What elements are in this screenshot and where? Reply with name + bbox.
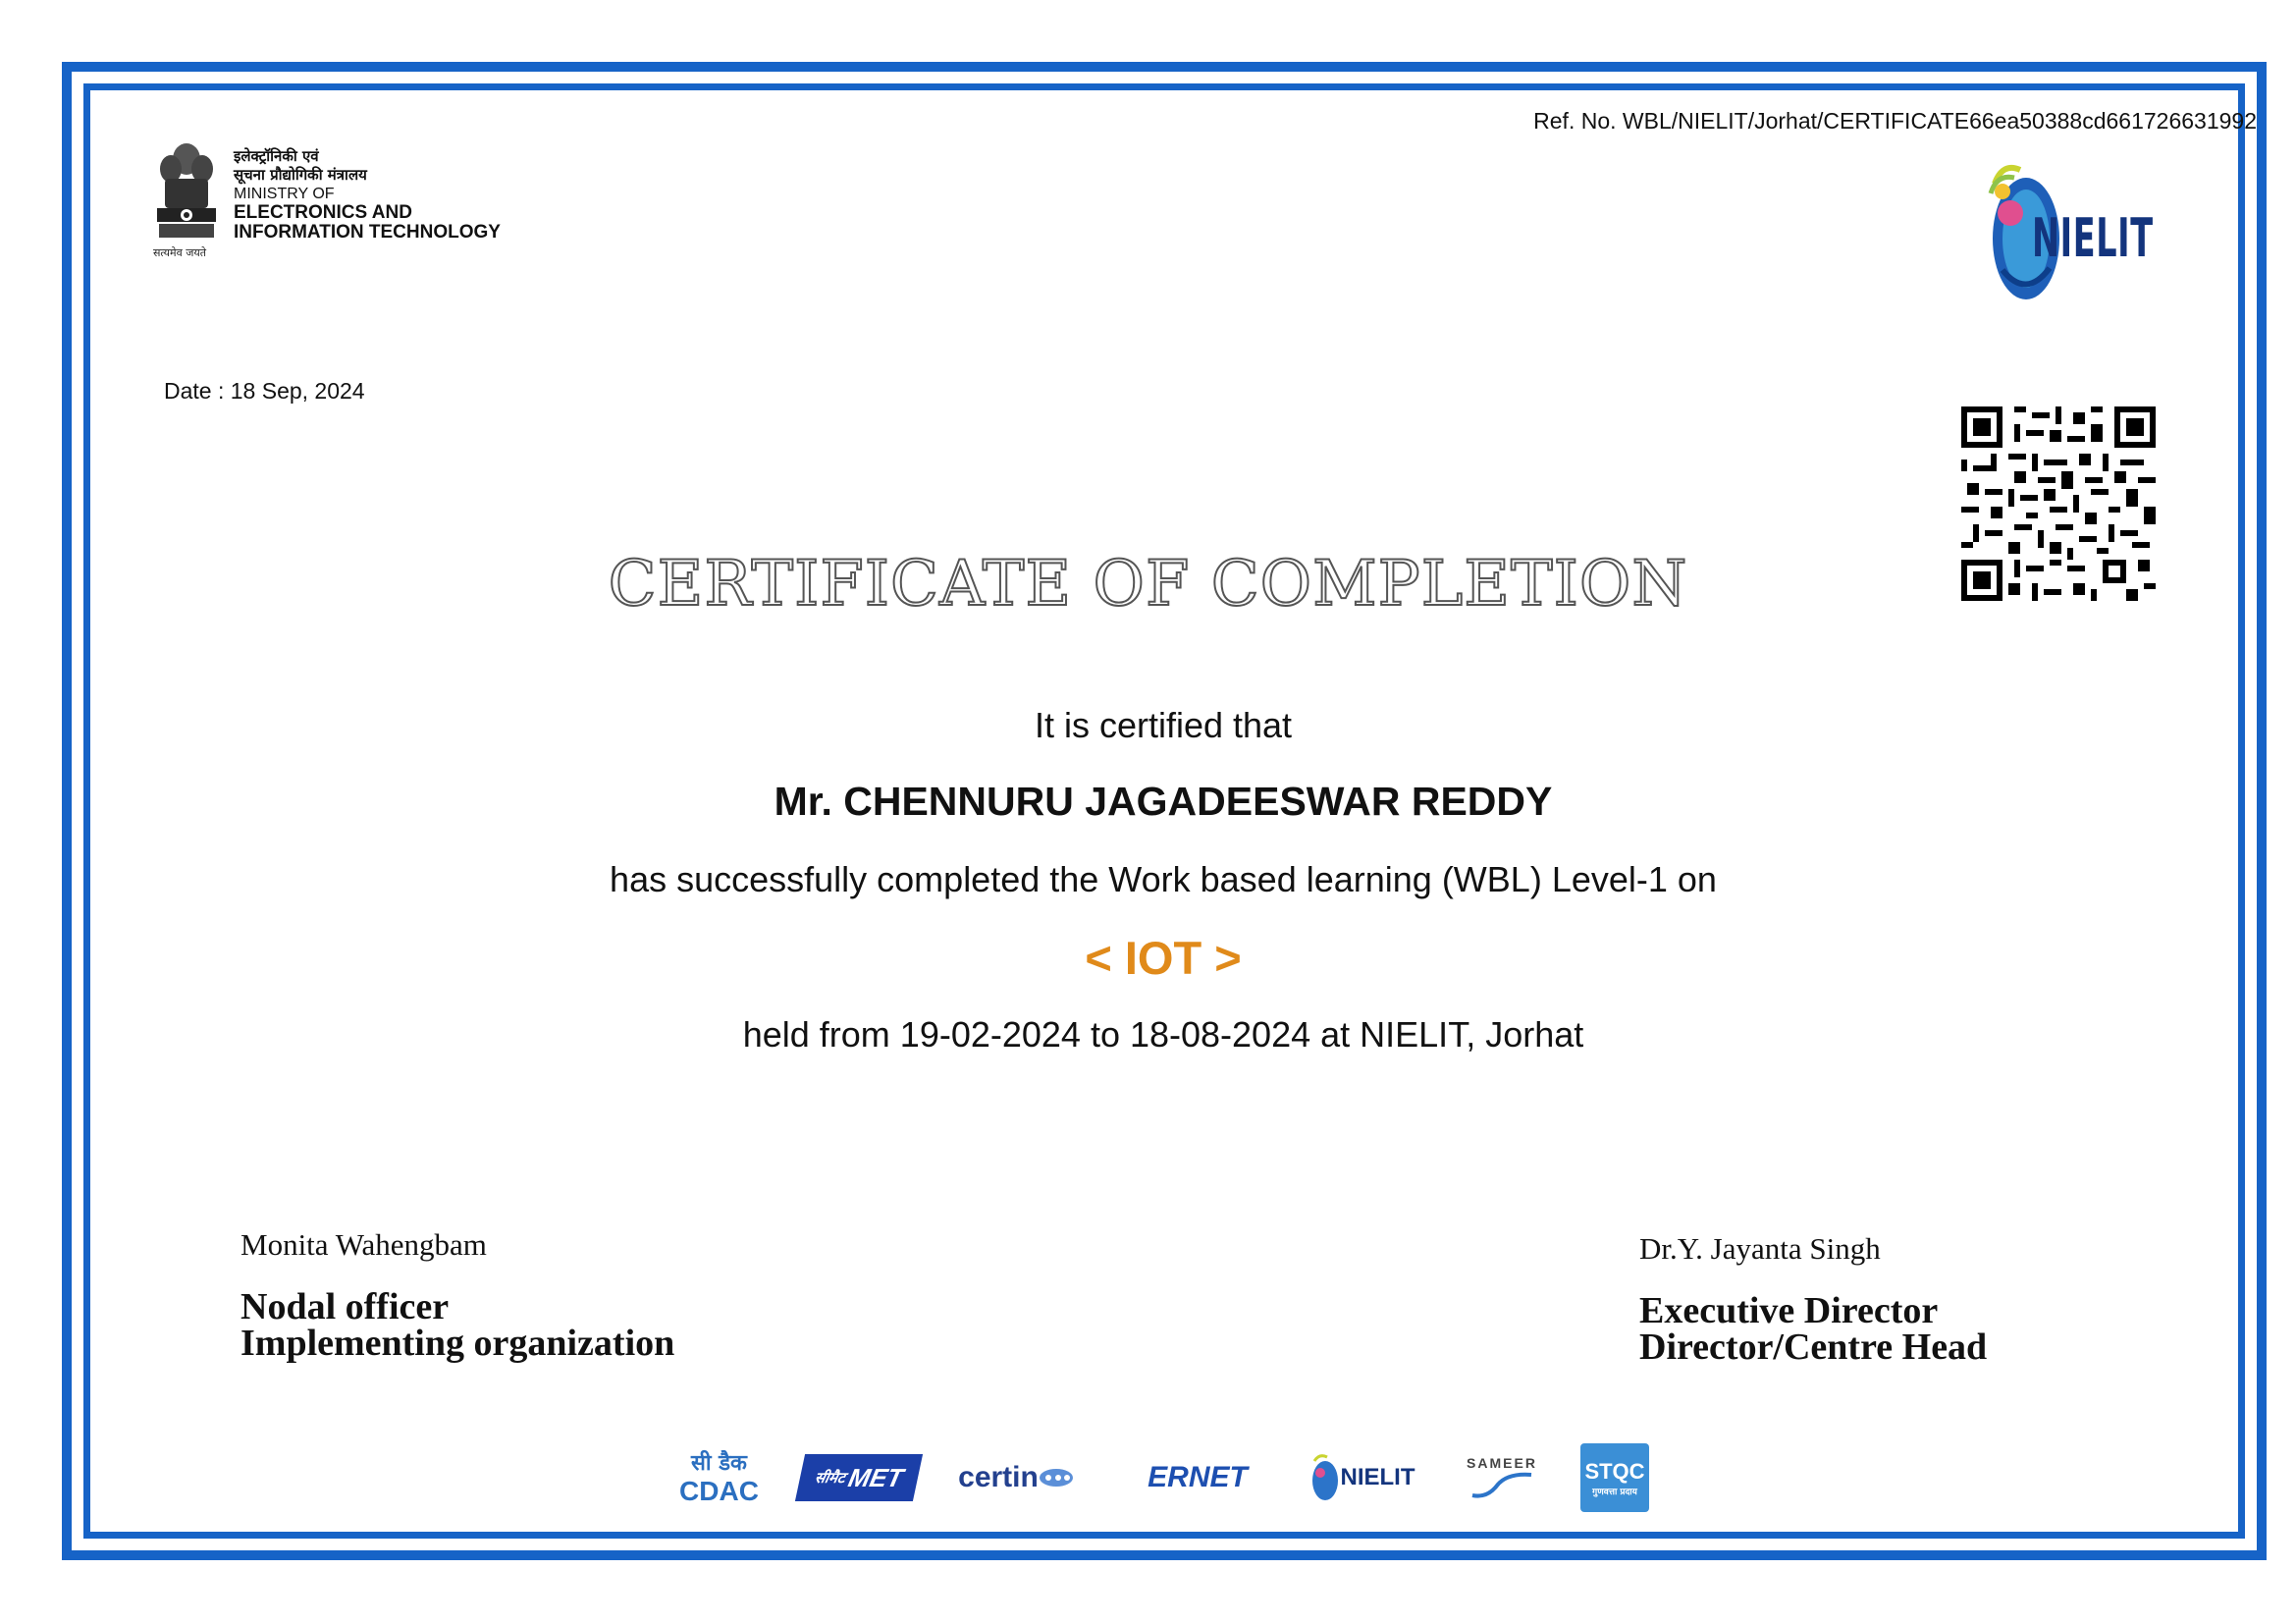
ministry-logo bbox=[147, 135, 540, 261]
right-signatory-title2: Director/Centre Head bbox=[1639, 1326, 1988, 1368]
stqc-hindi-text: गुणवत्ता प्रदाय bbox=[1592, 1487, 1637, 1497]
ernet-text: ERNET bbox=[1148, 1461, 1248, 1493]
nielit-small-globe-icon bbox=[1309, 1453, 1341, 1502]
issue-date: Date : 18 Sep, 2024 bbox=[164, 378, 365, 404]
sameer-swoosh-icon bbox=[1468, 1471, 1536, 1500]
right-signatory-title bbox=[1639, 1290, 1988, 1368]
ministry-hindi-line2: सूचना प्रौद्योगिकी मंत्रालय bbox=[234, 166, 367, 184]
cmet-hindi-text: सीमैट bbox=[813, 1469, 847, 1487]
certificate-title: CERTIFICATE OF COMPLETION bbox=[608, 548, 1688, 621]
nielit-logo-text: NIELIT bbox=[2032, 207, 2154, 269]
nielit-small-text: NIELIT bbox=[1340, 1464, 1415, 1490]
national-emblem-icon bbox=[147, 135, 226, 245]
left-signatory-name: Monita Wahengbam bbox=[240, 1227, 487, 1262]
reference-number: Ref. No. WBL/NIELIT/Jorhat/CERTIFICATE66ea50388cd661726631992 bbox=[1533, 108, 2257, 134]
ministry-hindi-line1: इलेक्ट्रॉनिकी एवं bbox=[234, 147, 319, 165]
certin-dots-icon bbox=[1039, 1468, 1074, 1488]
ministry-line3: INFORMATION TECHNOLOGY bbox=[234, 222, 501, 243]
cdac-logo bbox=[672, 1443, 766, 1512]
ministry-motto: सत्यमेव जयते bbox=[153, 246, 207, 259]
sameer-text: SAMEER bbox=[1467, 1455, 1537, 1471]
certin-text: certin bbox=[958, 1461, 1039, 1493]
left-signatory-title2: Implementing organization bbox=[240, 1323, 675, 1364]
held-line: held from 19-02-2024 to 18-08-2024 at NIELIT, Jorhat bbox=[742, 1014, 1584, 1055]
ministry-line2: ELECTRONICS AND bbox=[234, 202, 412, 223]
right-signatory-name: Dr.Y. Jayanta Singh bbox=[1639, 1231, 1881, 1266]
completion-line: has successfully completed the Work based learning (WBL) Level-1 on bbox=[610, 859, 1717, 899]
ministry-line1: MINISTRY OF bbox=[234, 186, 335, 202]
stqc-text: STQC bbox=[1584, 1458, 1645, 1484]
left-signatory-title bbox=[240, 1286, 675, 1364]
course-name: < IOT > bbox=[1085, 932, 1242, 984]
cdac-hindi-text: सी डैक bbox=[691, 1451, 747, 1476]
certified-line: It is certified that bbox=[1034, 705, 1293, 745]
cdac-text: CDAC bbox=[679, 1476, 759, 1506]
recipient-name: Mr. CHENNURU JAGADEESWAR REDDY bbox=[774, 779, 1553, 824]
certin-logo bbox=[952, 1443, 1080, 1512]
cmet-text: MET bbox=[845, 1462, 907, 1492]
cmet-logo bbox=[795, 1454, 923, 1501]
nielit-small-logo bbox=[1296, 1443, 1428, 1512]
nielit-logo bbox=[1973, 152, 2154, 314]
stqc-logo bbox=[1580, 1443, 1649, 1512]
left-signatory-title1: Nodal officer bbox=[240, 1286, 450, 1327]
sameer-logo bbox=[1458, 1443, 1546, 1512]
right-signatory-title1: Executive Director bbox=[1639, 1290, 1939, 1331]
ernet-logo bbox=[1144, 1443, 1252, 1512]
